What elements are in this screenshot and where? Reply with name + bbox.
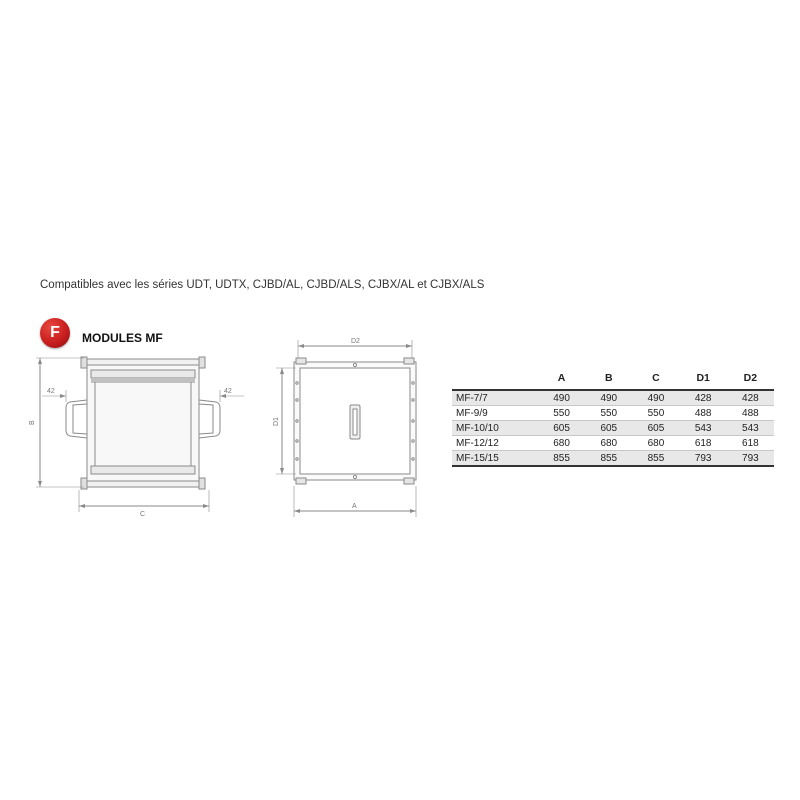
cell-model: MF-10/10 xyxy=(452,421,538,436)
cell-a: 550 xyxy=(538,406,585,421)
compatibility-note: Compatibles avec les séries UDT, UDTX, CJBD/AL, CJBD/ALS, CJBX/AL et CJBX/ALS xyxy=(40,279,485,291)
table-row xyxy=(452,451,774,467)
dimension-label-offset-right: 42 xyxy=(224,388,232,395)
dimension-label-a: A xyxy=(352,503,357,510)
header-c: C xyxy=(652,372,660,384)
cell-d1: 543 xyxy=(680,421,727,436)
cell-c: 605 xyxy=(632,421,679,436)
table-row xyxy=(452,390,774,406)
table-row xyxy=(452,436,774,451)
table-row xyxy=(452,406,774,421)
cell-d2: 428 xyxy=(727,390,774,406)
dimension-label-offset-left: 42 xyxy=(47,388,55,395)
cell-d2: 793 xyxy=(727,451,774,467)
dimension-label-d1: D1 xyxy=(273,417,280,426)
cell-b: 605 xyxy=(585,421,632,436)
cell-c: 490 xyxy=(632,390,679,406)
cell-model: MF-12/12 xyxy=(452,436,538,451)
cell-c: 550 xyxy=(632,406,679,421)
dimension-label-b: B xyxy=(29,420,36,425)
cell-d2: 488 xyxy=(727,406,774,421)
cell-a: 605 xyxy=(538,421,585,436)
cell-model: MF-15/15 xyxy=(452,451,538,467)
cell-b: 680 xyxy=(585,436,632,451)
section-badge: F xyxy=(40,318,70,348)
header-d2: D2 xyxy=(743,372,758,384)
table-row xyxy=(452,421,774,436)
front-view-drawing xyxy=(276,340,416,517)
header-model xyxy=(452,370,538,390)
cell-c: 680 xyxy=(632,436,679,451)
cell-b: 490 xyxy=(585,390,632,406)
cell-d1: 428 xyxy=(680,390,727,406)
dimensions-table xyxy=(452,370,774,467)
table-header-row xyxy=(452,370,774,390)
cell-b: 855 xyxy=(585,451,632,467)
cell-d2: 543 xyxy=(727,421,774,436)
side-view-drawing xyxy=(36,357,244,512)
dimension-label-c: C xyxy=(140,511,146,518)
cell-b: 550 xyxy=(585,406,632,421)
header-b: B xyxy=(604,372,613,384)
cell-d1: 618 xyxy=(680,436,727,451)
cell-c: 855 xyxy=(632,451,679,467)
cell-model: MF-9/9 xyxy=(452,406,538,421)
cell-d2: 618 xyxy=(727,436,774,451)
cell-model: MF-7/7 xyxy=(452,390,538,406)
header-a: A xyxy=(557,372,566,384)
cell-a: 855 xyxy=(538,451,585,467)
cell-a: 680 xyxy=(538,436,585,451)
cell-d1: 488 xyxy=(680,406,727,421)
cell-a: 490 xyxy=(538,390,585,406)
dimension-label-d2: D2 xyxy=(351,338,360,345)
cell-d1: 793 xyxy=(680,451,727,467)
header-d1: D1 xyxy=(696,372,710,384)
section-title: MODULES MF xyxy=(82,331,163,345)
